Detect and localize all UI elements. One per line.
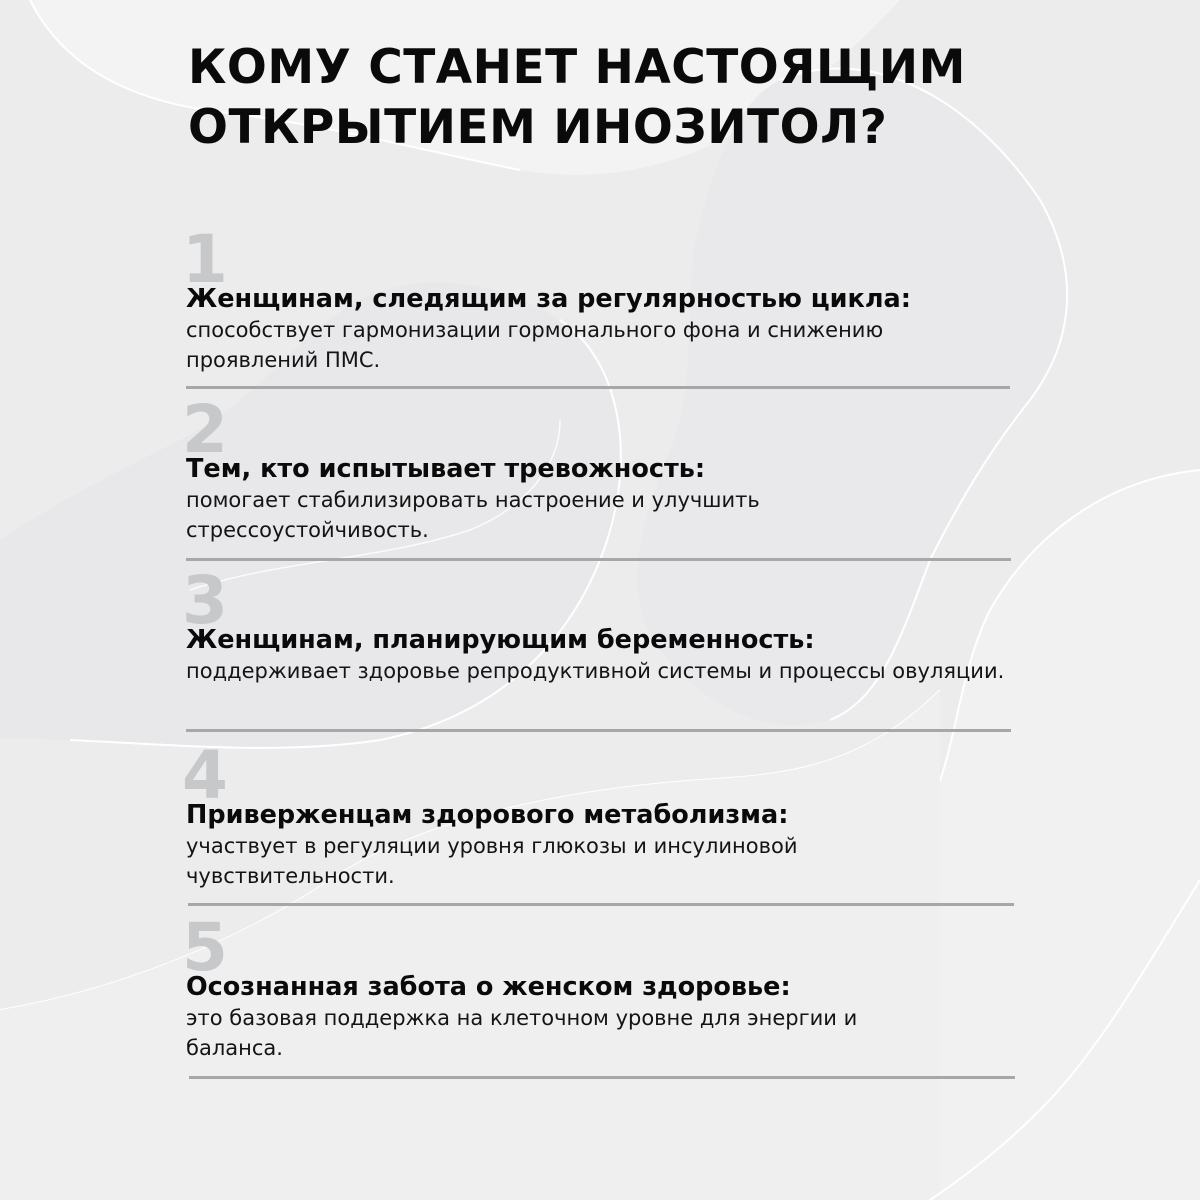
item-heading: Тем, кто испытывает тревожность:: [186, 454, 706, 484]
benefit-item-2: [182, 391, 1012, 545]
title-line-2: ОТКРЫТИЕМ ИНОЗИТОЛ?: [188, 100, 888, 155]
item-description: это базовая поддержка на клеточном уровне для энергии и баланса.: [186, 1006, 858, 1060]
benefit-item-4: [182, 737, 1012, 891]
item-description: помогает стабилизировать настроение и улучшить стрессоустойчивость.: [186, 488, 760, 542]
item-number: 1: [182, 221, 228, 298]
item-heading: Женщинам, планирующим беременность:: [186, 625, 815, 655]
divider: [186, 558, 1011, 561]
benefit-item-5: [182, 909, 1012, 1063]
benefit-item-1: [182, 221, 1012, 375]
item-heading: Приверженцам здорового метаболизма:: [186, 800, 789, 830]
item-heading: Женщинам, следящим за регулярностью цикла:: [186, 284, 911, 314]
divider: [186, 729, 1011, 732]
title-line-1: КОМУ СТАНЕТ НАСТОЯЩИМ: [188, 40, 966, 95]
item-description: поддерживает здоровье репродуктивной системы и процессы овуляции.: [186, 659, 1005, 683]
divider: [188, 903, 1014, 906]
item-number: 5: [182, 909, 228, 986]
item-description: способствует гармонизации гормонального фона и снижению проявлений ПМС.: [186, 318, 884, 372]
divider: [186, 386, 1010, 389]
item-description: участвует в регуляции уровня глюкозы и инсулиновой чувствительности.: [186, 834, 798, 888]
item-number: 2: [182, 391, 228, 468]
page-title: [188, 38, 1088, 158]
divider: [189, 1076, 1015, 1079]
benefit-item-3: [182, 562, 1012, 686]
item-number: 4: [182, 737, 228, 814]
item-heading: Осознанная забота о женском здоровье:: [186, 972, 791, 1002]
item-number: 3: [182, 562, 228, 639]
